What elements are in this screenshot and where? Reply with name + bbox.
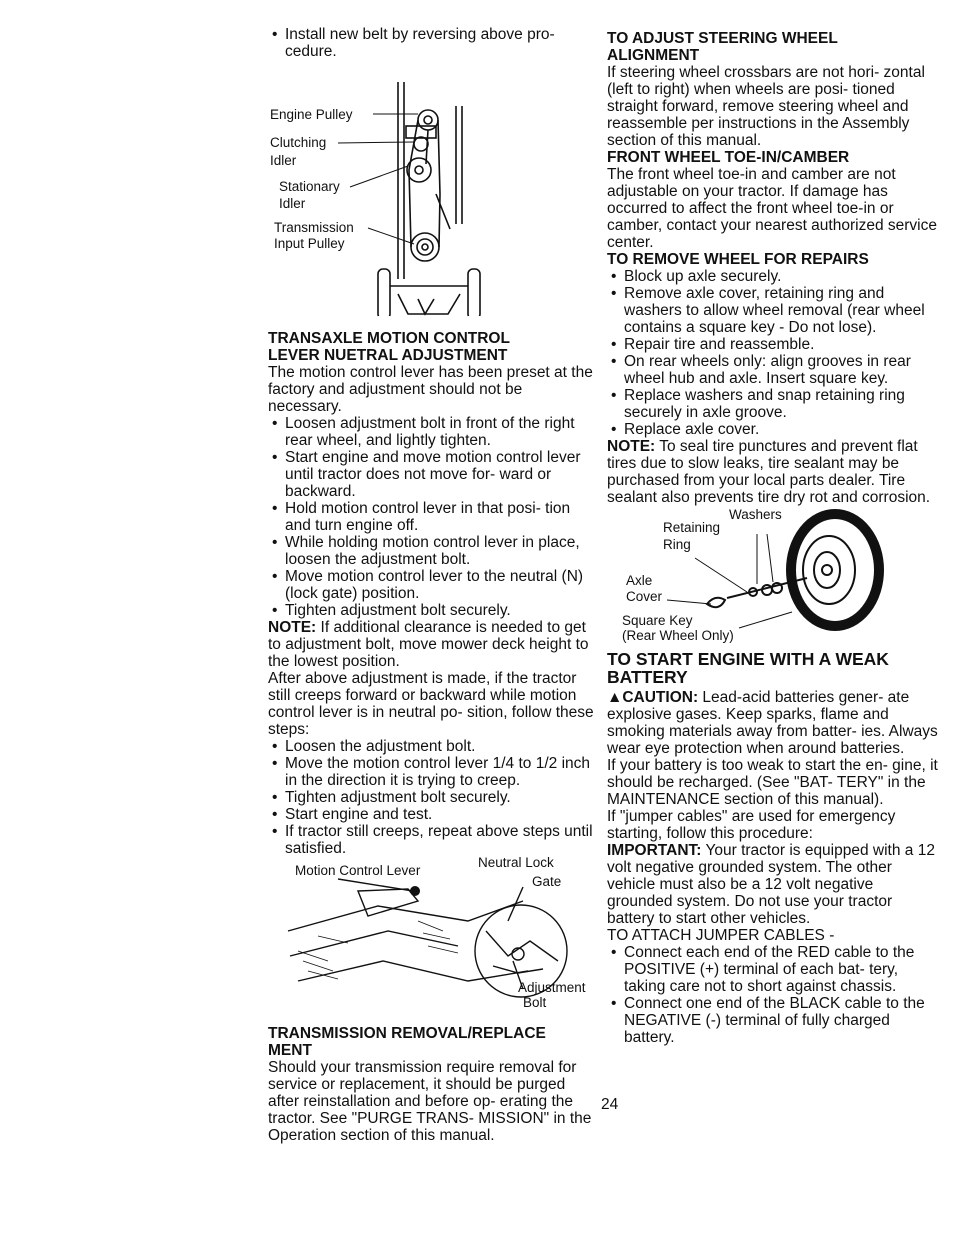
list-item: • Loosen the adjustment bolt. bbox=[268, 738, 598, 755]
label-adjustment-bolt-1: Adjustment bbox=[518, 980, 586, 995]
list-item: • Replace axle cover. bbox=[607, 421, 942, 438]
transaxle-heading-line2: LEVER NUETRAL ADJUSTMENT bbox=[268, 347, 508, 364]
list-item: • Start engine and move motion control lever until tractor does not move for- ward or backward. bbox=[268, 449, 598, 500]
caution-label: CAUTION: bbox=[622, 689, 699, 706]
list-item: • Replace washers and snap retaining ring securely in axle groove. bbox=[607, 387, 942, 421]
intro-bullet-list bbox=[268, 26, 598, 60]
weak-battery-heading-line1: TO START ENGINE WITH A WEAK bbox=[607, 649, 889, 669]
remove-wheel-note bbox=[607, 438, 942, 506]
label-clutching-idler-1: Clutching bbox=[270, 135, 327, 150]
wheel-diagram bbox=[607, 507, 942, 643]
label-stationary-idler-1: Stationary bbox=[279, 179, 340, 194]
label-neutral-lock-1: Neutral Lock bbox=[478, 855, 554, 870]
note-text: To seal tire punctures and prevent flat tires due to slow leaks, tire sealant may be purchased from your local parts dealer. Tire sealant also prevents tire dry rot and corrosion. bbox=[607, 438, 931, 506]
warning-triangle-icon: ▲ bbox=[607, 689, 623, 706]
list-item: • Move motion control lever to the neutral (N) (lock gate) position. bbox=[268, 568, 598, 602]
toe-in-heading: FRONT WHEEL TOE-IN/CAMBER bbox=[607, 149, 850, 166]
list-item: • Tighten adjustment bolt securely. bbox=[268, 789, 598, 806]
transaxle-intro: The motion control lever has been preset at the factory and adjustment should not be necessary. bbox=[268, 364, 593, 415]
battery-p2: If "jumper cables" are used for emergency starting, follow this procedure: bbox=[607, 808, 896, 842]
label-square-key-1: Square Key bbox=[622, 613, 693, 628]
steering-text: If steering wheel crossbars are not hori- zontal (left to right) when wheels are posi- tioned straight forward, remove steering wheel and reassemble per instructions in the Assembly section of this manual. bbox=[607, 64, 925, 149]
list-item: • Install new belt by reversing above pro- cedure. bbox=[268, 26, 598, 60]
list-item: • Loosen adjustment bolt in front of the right rear wheel, and lightly tighten. bbox=[268, 415, 598, 449]
transaxle-steps-2 bbox=[268, 738, 598, 857]
list-item: • Repair tire and reassemble. bbox=[607, 336, 942, 353]
important-label: IMPORTANT: bbox=[607, 842, 702, 859]
list-item: • Block up axle securely. bbox=[607, 268, 942, 285]
note-label: NOTE: bbox=[607, 438, 656, 455]
list-item: • Remove axle cover, retaining ring and washers to allow wheel removal (rear wheel contains a square key - Do not lose). bbox=[607, 285, 942, 336]
list-item: • Hold motion control lever in that posi- tion and turn engine off. bbox=[268, 500, 598, 534]
label-engine-pulley: Engine Pulley bbox=[270, 107, 353, 122]
transaxle-after: After above adjustment is made, if the tractor still creeps forward or backward while motion control lever is in neutral po- sition, follow these steps: bbox=[268, 670, 594, 738]
transaxle-note bbox=[268, 619, 598, 670]
important-paragraph bbox=[607, 842, 942, 927]
weak-battery-heading bbox=[607, 650, 942, 686]
label-stationary-idler-2: Idler bbox=[279, 196, 306, 211]
transmission-heading-line2: MENT bbox=[268, 1042, 312, 1059]
remove-wheel-heading: TO REMOVE WHEEL FOR REPAIRS bbox=[607, 251, 869, 268]
note-label: NOTE: bbox=[268, 619, 317, 636]
remove-wheel-steps bbox=[607, 268, 942, 438]
label-axle-cover-2: Cover bbox=[626, 589, 663, 604]
label-retaining-ring-2: Ring bbox=[663, 537, 691, 552]
steering-heading-line1: TO ADJUST STEERING WHEEL bbox=[607, 30, 838, 47]
label-adjustment-bolt-2: Bolt bbox=[523, 995, 547, 1010]
left-column bbox=[268, 26, 598, 1144]
caution-paragraph bbox=[607, 689, 942, 757]
transaxle-heading-line1: TRANSAXLE MOTION CONTROL bbox=[268, 330, 510, 347]
transmission-text: Should your transmission require removal for service or replacement, it should be purged after reinstallation and before op- erating the tractor. See "PURGE TRANS- MISSION" in the Operation section of this manual. bbox=[268, 1059, 592, 1144]
label-square-key-2: (Rear Wheel Only) bbox=[622, 628, 734, 643]
list-item: • Move the motion control lever 1/4 to 1/2 inch in the direction it is trying to creep. bbox=[268, 755, 598, 789]
page-number: 24 bbox=[601, 1096, 619, 1113]
label-transmission-input-2: Input Pulley bbox=[274, 236, 345, 251]
list-item: • Connect one end of the BLACK cable to the NEGATIVE (-) terminal of fully charged battery. bbox=[607, 995, 942, 1046]
list-item: • If tractor still creeps, repeat above steps until satisfied. bbox=[268, 823, 598, 857]
list-item: • Start engine and test. bbox=[268, 806, 598, 823]
belt-diagram bbox=[268, 64, 598, 316]
transaxle-steps bbox=[268, 415, 598, 619]
label-washers: Washers bbox=[729, 507, 782, 522]
label-clutching-idler-2: Idler bbox=[270, 153, 297, 168]
caution-text: Lead-acid batteries gener- ate explosive gases. Keep sparks, flame and smoking materials away from batter- ies. Always wear eye protection when around batteries. bbox=[607, 689, 938, 757]
right-column bbox=[607, 30, 942, 1046]
attach-cables-steps bbox=[607, 944, 942, 1046]
label-neutral-lock-2: Gate bbox=[532, 874, 562, 889]
list-item: • Connect each end of the RED cable to the POSITIVE (+) terminal of each bat- tery, taking care not to short against chassis. bbox=[607, 944, 942, 995]
motion-lever-diagram bbox=[268, 855, 598, 1017]
transmission-heading bbox=[268, 1025, 598, 1059]
important-text: Your tractor is equipped with a 12 volt negative grounded system. The other vehicle must also be a 12 volt negative grounded system. Do not use your tractor battery to start other vehicles. bbox=[607, 842, 935, 927]
attach-cables-heading: TO ATTACH JUMPER CABLES - bbox=[607, 927, 835, 944]
list-item: • On rear wheels only: align grooves in rear wheel hub and axle. Insert square key. bbox=[607, 353, 942, 387]
transaxle-heading bbox=[268, 330, 598, 364]
battery-p1: If your battery is too weak to start the en- gine, it should be recharged. (See "BAT- TERY" in the MAINTENANCE section of this manual). bbox=[607, 757, 938, 808]
label-axle-cover-1: Axle bbox=[626, 573, 653, 588]
note-text: If additional clearance is needed to get to adjustment bolt, move mower deck height to the lowest position. bbox=[268, 619, 589, 670]
list-item: • Tighten adjustment bolt securely. bbox=[268, 602, 598, 619]
label-motion-control-lever: Motion Control Lever bbox=[295, 863, 421, 878]
weak-battery-heading-line2: BATTERY bbox=[607, 667, 688, 687]
list-item: • While holding motion control lever in place, loosen the adjustment bolt. bbox=[268, 534, 598, 568]
label-retaining-ring-1: Retaining bbox=[663, 520, 721, 535]
steering-heading bbox=[607, 30, 942, 64]
toe-in-text: The front wheel toe-in and camber are not adjustable on your tractor. If damage has occurred to affect the front wheel toe-in or camber, contact your nearest authorized service center. bbox=[607, 166, 937, 251]
label-transmission-input-1: Transmission bbox=[274, 220, 354, 235]
steering-heading-line2: ALIGNMENT bbox=[607, 47, 700, 64]
transmission-heading-line1: TRANSMISSION REMOVAL/REPLACE bbox=[268, 1025, 546, 1042]
